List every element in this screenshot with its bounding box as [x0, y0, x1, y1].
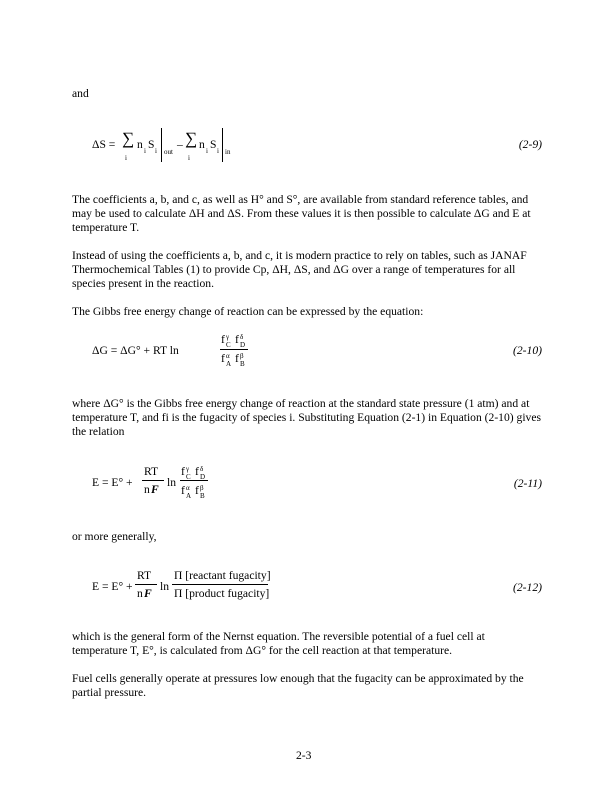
eq9-s-1: S	[148, 138, 155, 151]
eq9-s-sub-1: i	[155, 147, 157, 155]
eq12-rt-fraction-bar	[135, 584, 157, 585]
eq12-n: n	[137, 587, 143, 600]
eq9-eval-bar-1	[161, 128, 162, 162]
equation-number-2-11: (2-11)	[513, 477, 542, 490]
eq9-lhs: ΔS =	[92, 138, 116, 151]
equation-number-2-12: (2-12)	[513, 581, 542, 594]
eq11-num-sub2: D	[200, 473, 206, 481]
eq9-sum-index-2: i	[188, 154, 190, 162]
eq10-num-f1: f	[221, 333, 225, 346]
eq10-num-sub1: C	[226, 341, 231, 349]
eq11-fugacity-fraction-bar	[180, 480, 208, 481]
eq11-den-f1: f	[181, 484, 185, 497]
eq12-fraction-bar	[172, 584, 268, 585]
eq9-out-label: out	[164, 148, 173, 156]
eq12-rt: RT	[137, 569, 152, 582]
eq11-den-sup1: α	[186, 484, 190, 492]
eq10-den-sub1: A	[226, 360, 232, 368]
equation-2-10	[92, 333, 292, 367]
eq11-den-sup2: β	[200, 484, 204, 492]
paragraph-gibbs-intro: The Gibbs free energy change of reaction can be expressed by the equation:	[72, 305, 424, 318]
eq11-num-sub1: C	[186, 473, 191, 481]
eq12-faraday: F	[144, 587, 152, 600]
eq9-s-2: S	[210, 138, 217, 151]
equation-2-11	[92, 467, 292, 503]
eq12-denominator: Π [product fugacity]	[174, 587, 270, 600]
eq10-num-sub2: D	[240, 341, 246, 349]
eq11-lhs: E = E° +	[92, 476, 133, 489]
eq9-in-label: in	[225, 148, 231, 156]
eq9-s-sub-2: i	[217, 147, 219, 155]
paragraph-where: where ΔG° is the Gibbs free energy change of reaction at the standard state pressure (1 atm) and at temperature T, and fi is the fugacity of species i. Substituting Equation (2-1) in Equation (2-10) gives the relation	[72, 397, 542, 438]
eq11-num-sup1: γ	[186, 465, 190, 473]
eq10-num-f2: f	[235, 333, 239, 346]
eq12-lhs: E = E° +	[92, 580, 133, 593]
equation-number-2-9: (2-9)	[518, 138, 542, 151]
eq9-sum-2: ∑	[185, 129, 198, 148]
paragraph-janaf: Instead of using the coefficients a, b, and c, it is modern practice to rely on tables, such as JANAF Thermochemical Tables (1) to provide Cp, ΔH, ΔS, and ΔG over a range of temperatures for all species present in the reaction.	[72, 249, 527, 290]
eq12-ln: ln	[160, 580, 170, 593]
eq9-n-sub-1: i	[144, 147, 146, 155]
connector-word: and	[72, 87, 89, 100]
eq11-n: n	[144, 483, 150, 496]
eq9-n-sub-2: i	[206, 147, 208, 155]
eq11-den-sub1: A	[186, 492, 192, 500]
eq11-ln: ln	[167, 476, 177, 489]
eq9-sum-1: ∑	[122, 129, 135, 148]
eq10-num-sup1: γ	[226, 333, 230, 341]
eq10-den-sub2: B	[240, 360, 245, 368]
paragraph-fugacity: Fuel cells generally operate at pressures low enough that the fugacity can be approximated by the partial pressure.	[72, 672, 524, 699]
eq11-faraday: F	[151, 483, 159, 496]
equation-number-2-10: (2-10)	[513, 344, 542, 357]
eq10-fraction-bar	[220, 349, 248, 350]
eq12-numerator: Π [reactant fugacity]	[174, 569, 271, 582]
equation-2-9	[92, 128, 392, 162]
eq11-den-sub2: B	[200, 492, 205, 500]
equation-2-12	[92, 571, 312, 607]
eq11-rt: RT	[144, 465, 159, 478]
paragraph-more-generally: or more generally,	[72, 530, 157, 543]
page-number: 2-3	[296, 749, 312, 762]
eq9-n-1: n	[137, 138, 143, 151]
paragraph-nernst: which is the general form of the Nernst equation. The reversible potential of a fuel cell at temperature T, E°, is calculated from ΔG° for the cell reaction at that temperature.	[72, 630, 485, 657]
paragraph-coefficients: The coefficients a, b, and c, as well as H° and S°, are available from standard reference tables, and may be used to calculate ΔH and ΔS. From these values it is then possible to calculate ΔG and E at temperature T.	[72, 193, 531, 234]
eq9-minus: –	[177, 138, 183, 151]
eq10-den-sup2: β	[240, 352, 244, 360]
eq9-eval-bar-2	[222, 128, 223, 162]
eq11-num-f2: f	[195, 465, 199, 478]
eq10-den-sup1: α	[226, 352, 230, 360]
eq9-sum-index-1: i	[125, 154, 127, 162]
eq10-lhs: ΔG = ΔG° + RT ln	[92, 344, 179, 357]
eq10-num-sup2: δ	[240, 333, 244, 341]
eq9-n-2: n	[199, 138, 205, 151]
eq11-num-sup2: δ	[200, 465, 204, 473]
eq11-num-f1: f	[181, 465, 185, 478]
eq10-den-f2: f	[235, 352, 239, 365]
eq11-rt-fraction-bar	[142, 480, 164, 481]
eq11-den-f2: f	[195, 484, 199, 497]
eq10-den-f1: f	[221, 352, 225, 365]
